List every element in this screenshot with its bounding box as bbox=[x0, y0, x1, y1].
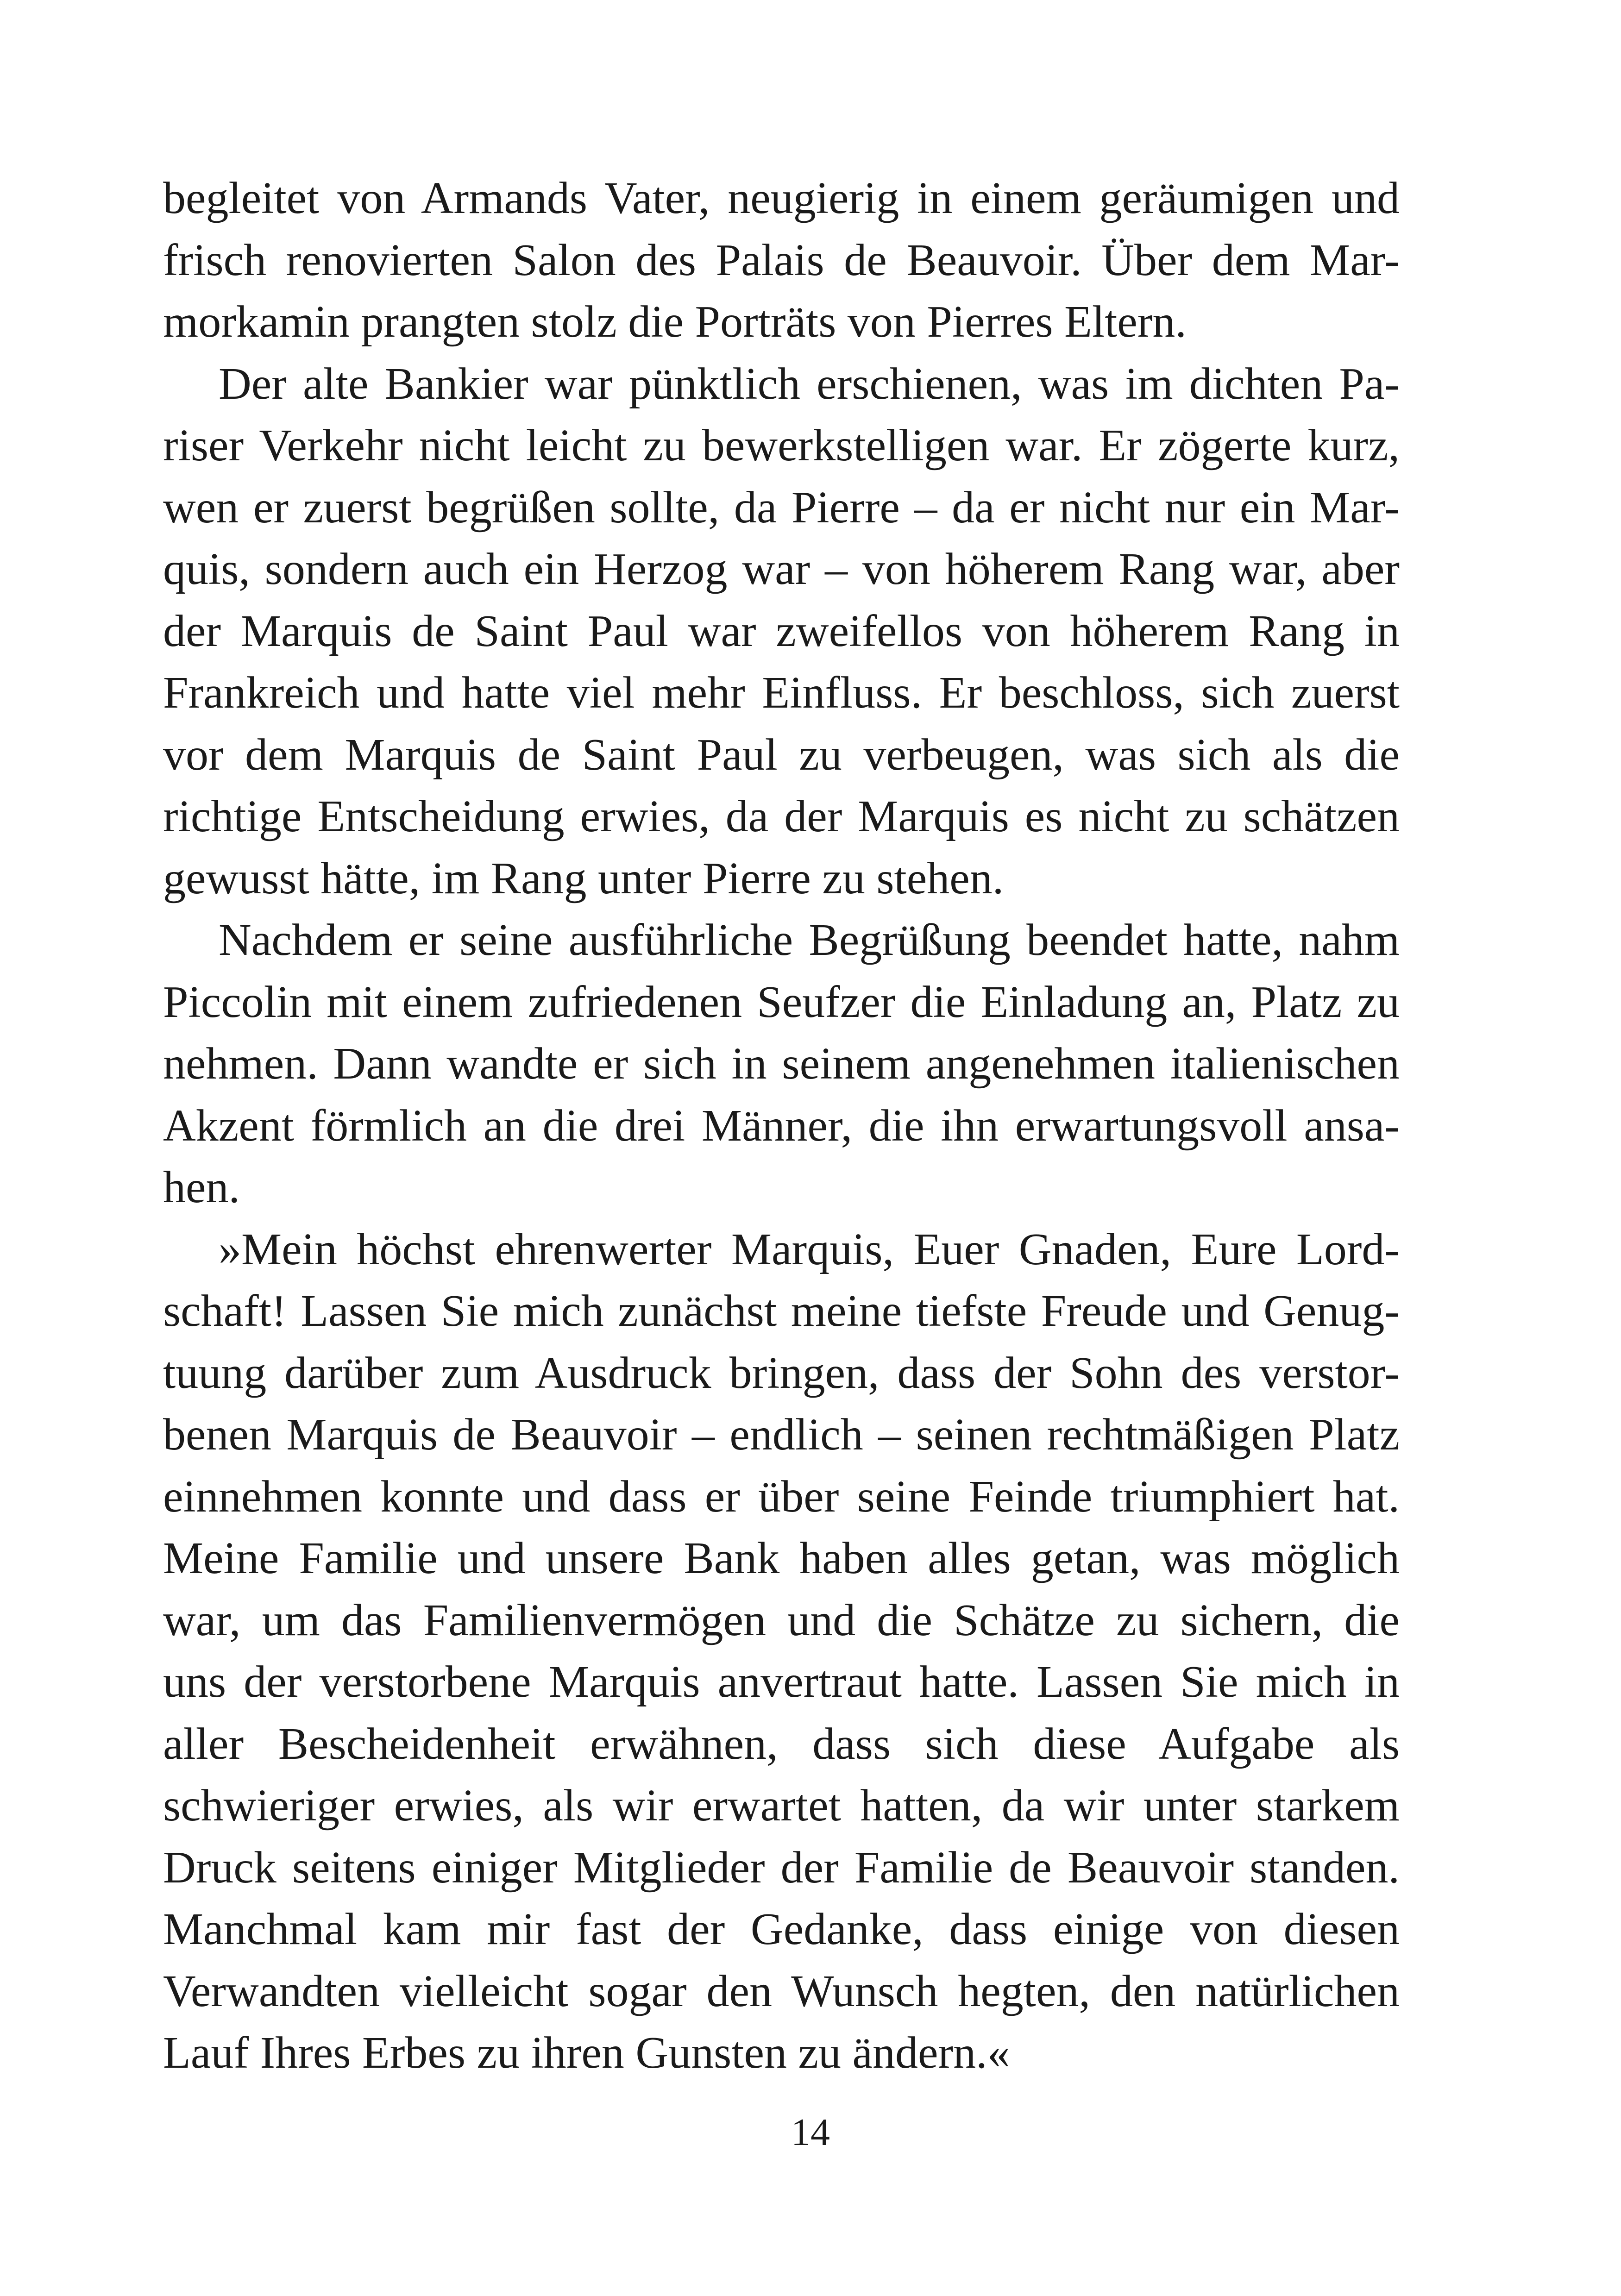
text-line: Verwandten vielleicht sogar den Wunsch hegten, den natürlichen bbox=[163, 1966, 1400, 2016]
text-line: der Marquis de Saint Paul war zweifellos von höherem Rang in bbox=[163, 606, 1400, 656]
text-line: Manchmal kam mir fast der Gedanke, dass einige von diesen bbox=[163, 1904, 1400, 1954]
text-line: quis, sondern auch ein Herzog war – von höherem Rang war, aber bbox=[163, 544, 1400, 594]
text-line: »Mein höchst ehrenwerter Marquis, Euer Gnaden, Eure Lord- bbox=[219, 1224, 1400, 1274]
text-line: gewusst hätte, im Rang unter Pierre zu stehen. bbox=[163, 853, 1004, 903]
text-line: begleitet von Armands Vater, neugierig in einem geräumigen und bbox=[163, 173, 1400, 223]
body-text bbox=[163, 168, 1400, 2084]
text-line: aller Bescheidenheit erwähnen, dass sich diese Aufgabe als bbox=[163, 1719, 1400, 1769]
text-line: uns der verstorbene Marquis anvertraut hatte. Lassen Sie mich in bbox=[163, 1657, 1400, 1707]
page-number: 14 bbox=[791, 2111, 830, 2154]
text-line: riser Verkehr nicht leicht zu bewerkstelligen war. Er zögerte kurz, bbox=[163, 420, 1400, 470]
text-line: einnehmen konnte und dass er über seine Feinde triumphiert hat. bbox=[163, 1471, 1400, 1522]
text-line: Meine Familie und unsere Bank haben alles getan, was möglich bbox=[163, 1533, 1400, 1583]
text-line: Nachdem er seine ausführliche Begrüßung beendet hatte, nahm bbox=[219, 915, 1400, 965]
text-line: benen Marquis de Beauvoir – endlich – seinen rechtmäßigen Platz bbox=[163, 1410, 1400, 1460]
text-line: Frankreich und hatte viel mehr Einfluss. Er beschloss, sich zuerst bbox=[163, 668, 1400, 718]
text-line: Druck seitens einiger Mitglieder der Familie de Beauvoir standen. bbox=[163, 1842, 1400, 1893]
text-line: war, um das Familienvermögen und die Schätze zu sichern, die bbox=[163, 1595, 1400, 1645]
text-line: tuung darüber zum Ausdruck bringen, dass der Sohn des verstor- bbox=[163, 1348, 1400, 1398]
text-line: morkamin prangten stolz die Porträts von Pierres Eltern. bbox=[163, 297, 1187, 347]
text-line: Lauf Ihres Erbes zu ihren Gunsten zu ändern.« bbox=[163, 2028, 1010, 2078]
text-line: hen. bbox=[163, 1162, 240, 1212]
text-line: frisch renovierten Salon des Palais de Beauvoir. Über dem Mar- bbox=[163, 235, 1400, 285]
text-line: schaft! Lassen Sie mich zunächst meine tiefste Freude und Genug- bbox=[163, 1286, 1400, 1336]
text-line: nehmen. Dann wandte er sich in seinem angenehmen italienischen bbox=[163, 1039, 1400, 1089]
text-line: Akzent förmlich an die drei Männer, die ihn erwartungsvoll ansa- bbox=[163, 1100, 1400, 1151]
text-line: schwieriger erwies, als wir erwartet hatten, da wir unter starkem bbox=[163, 1781, 1400, 1831]
text-line: Piccolin mit einem zufriedenen Seufzer die Einladung an, Platz zu bbox=[163, 977, 1400, 1027]
text-line: vor dem Marquis de Saint Paul zu verbeugen, was sich als die bbox=[163, 729, 1400, 780]
text-line: richtige Entscheidung erwies, da der Marquis es nicht zu schätzen bbox=[163, 791, 1400, 841]
text-line: wen er zuerst begrüßen sollte, da Pierre – da er nicht nur ein Mar- bbox=[163, 482, 1400, 533]
text-line: Der alte Bankier war pünktlich erschienen, was im dichten Pa- bbox=[219, 358, 1400, 409]
